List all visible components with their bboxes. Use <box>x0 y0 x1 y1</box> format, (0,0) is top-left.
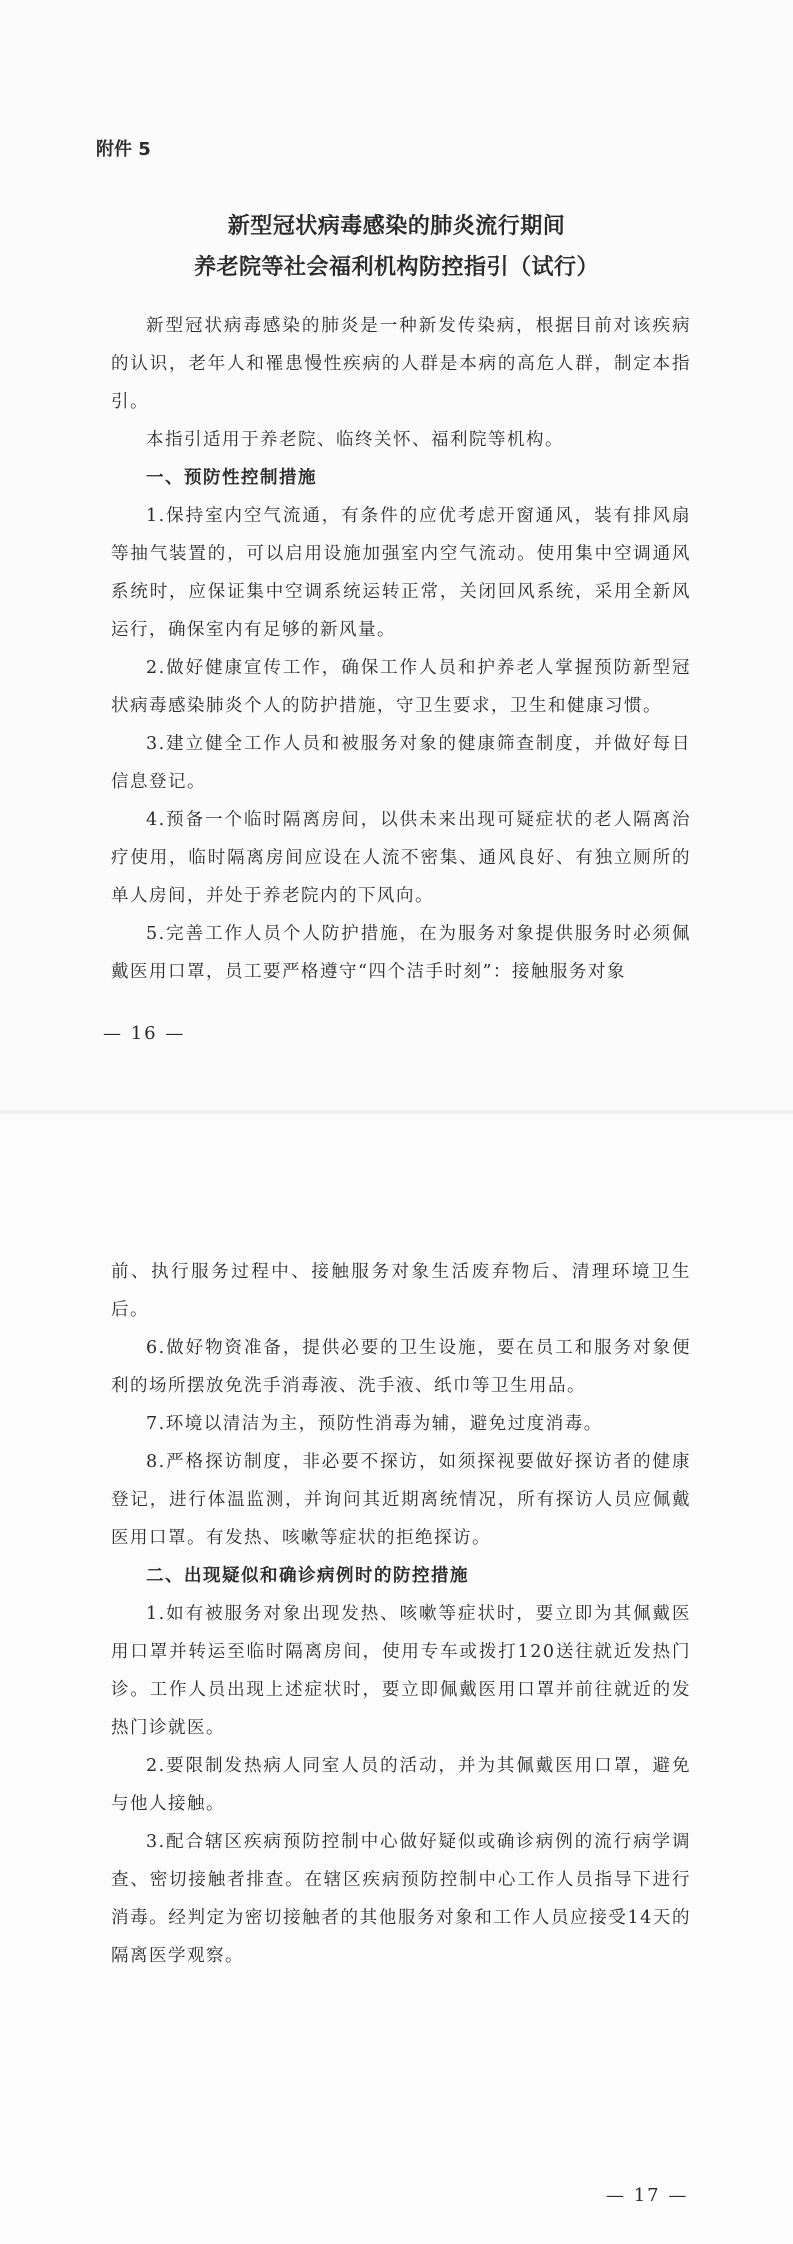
measure-item-2: 2.做好健康宣传工作，确保工作人员和护养老人掌握预防新型冠状病毒感染肺炎个人的防护措施，守卫生要求，卫生和健康习惯。 <box>111 658 691 716</box>
measure-item-4: 4.预备一个临时隔离房间，以供未来出现可疑症状的老人隔离治疗使用，临时隔离房间应设在人流不密集、通风良好、有独立厕所的单人房间，并处于养老院内的下风向。 <box>111 810 691 906</box>
section-heading-suspected-cases: 二、出现疑似和确诊病例时的防控措施 <box>146 1566 469 1586</box>
page-number: — 17 — <box>606 2185 689 2206</box>
section-heading-prevention: 一、预防性控制措施 <box>146 468 317 488</box>
measure-item-7: 7.环境以清洁为主，预防性消毒为辅，避免过度消毒。 <box>146 1414 603 1434</box>
intro-paragraph: 新型冠状病毒感染的肺炎是一种新发传染病，根据目前对该疾病的认识，老年人和罹患慢性疾病的人群是本病的高危人群，制定本指引。 <box>111 316 691 412</box>
measure-item-5: 5.完善工作人员个人防护措施，在为服务对象提供服务时必须佩戴医用口罩，员工要严格遵守“四个洁手时刻”：接触服务对象 <box>111 924 691 982</box>
page-number: — 16 — <box>103 1023 186 1044</box>
response-item-3: 3.配合辖区疾病预防控制中心做好疑似或确诊病例的流行病学调查、密切接触者排查。在辖区疾病预防控制中心工作人员指导下进行消毒。经判定为密切接触者的其他服务对象和工作人员应接受14天的隔离医学观察。 <box>111 1832 691 1966</box>
measure-item-1: 1.保持室内空气流通，有条件的应优考虑开窗通风，装有排风扇等抽气装置的，可以启用设施加强室内空气流动。使用集中空调通风系统时，应保证集中空调系统运转正常，关闭回风系统，采用全新风运行，确保室内有足够的新风量。 <box>111 506 691 640</box>
measure-item-6: 6.做好物资准备，提供必要的卫生设施，要在员工和服务对象便利的场所摆放免洗手消毒液、洗手液、纸巾等卫生用品。 <box>111 1338 691 1396</box>
scope-paragraph: 本指引适用于养老院、临终关怀、福利院等机构。 <box>146 430 564 450</box>
measure-item-5-continued: 前、执行服务过程中、接触服务对象生活废弃物后、清理环境卫生后。 <box>111 1262 691 1320</box>
page-16-body <box>111 307 691 991</box>
document-title-line-2: 养老院等社会福利机构防控指引（试行） <box>193 255 599 280</box>
page-17-body <box>111 1253 691 1975</box>
attachment-label: 附件 5 <box>96 139 151 160</box>
response-item-1: 1.如有被服务对象出现发热、咳嗽等症状时，要立即为其佩戴医用口罩并转运至临时隔离房间，使用专车或拨打120送往就近发热门诊。工作人员出现上述症状时，要立即佩戴医用口罩并前往就近的发热门诊就医。 <box>111 1604 691 1738</box>
response-item-2: 2.要限制发热病人同室人员的活动，并为其佩戴医用口罩，避免与他人接触。 <box>111 1756 691 1814</box>
measure-item-3: 3.建立健全工作人员和被服务对象的健康筛查制度，并做好每日信息登记。 <box>111 734 691 792</box>
measure-item-8: 8.严格探访制度，非必要不探访，如须探视要做好探访者的健康登记，进行体温监测，并询问其近期离统情况，所有探访人员应佩戴医用口罩。有发热、咳嗽等症状的拒绝探访。 <box>111 1452 691 1548</box>
page-divider <box>0 1110 793 1114</box>
document-title-line-1: 新型冠状病毒感染的肺炎流行期间 <box>227 214 566 239</box>
